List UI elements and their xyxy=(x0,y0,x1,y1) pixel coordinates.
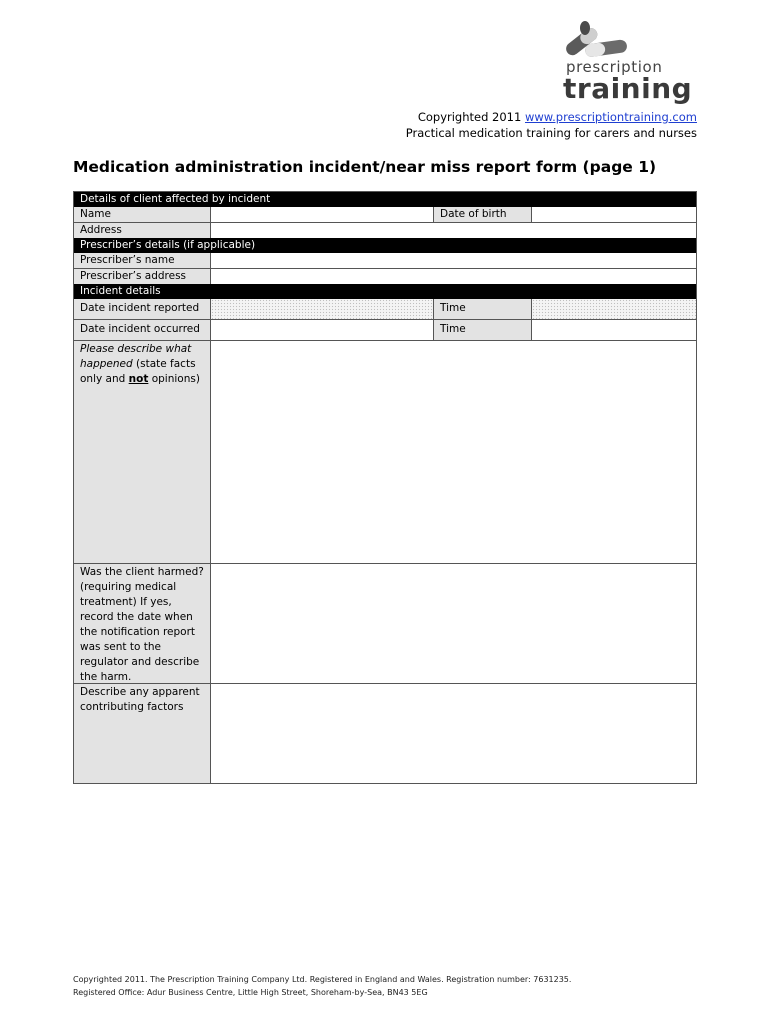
section-header-prescriber: Prescriber’s details (if applicable) xyxy=(74,238,696,253)
description-label-italic: Please describe what happened xyxy=(80,343,192,370)
description-label xyxy=(74,341,211,563)
time-label-reported: Time xyxy=(434,299,532,319)
date-occurred-field[interactable] xyxy=(211,320,434,340)
row-date-occurred xyxy=(74,320,696,341)
section-header-incident: Incident details xyxy=(74,284,696,299)
row-harm xyxy=(74,564,696,684)
prescriber-name-field[interactable] xyxy=(211,253,696,268)
description-label-not: not xyxy=(128,373,149,385)
prescriber-name-label: Prescriber’s name xyxy=(74,253,211,268)
row-name xyxy=(74,207,696,223)
factors-label: Describe any apparent contributing factors xyxy=(74,684,211,783)
description-label-text: (state facts only and xyxy=(80,358,196,385)
row-prescriber-address xyxy=(74,269,696,284)
row-description xyxy=(74,341,696,564)
header-copyright xyxy=(406,109,697,141)
harm-field[interactable] xyxy=(211,564,696,683)
address-field[interactable] xyxy=(211,223,696,238)
description-label-end: opinions) xyxy=(148,373,200,385)
dob-label: Date of birth xyxy=(434,207,532,222)
incident-form xyxy=(73,191,697,784)
row-address xyxy=(74,223,696,238)
description-field[interactable] xyxy=(211,341,696,563)
row-date-reported xyxy=(74,299,696,320)
logo-text-prescription: prescription xyxy=(566,58,663,76)
time-label-occurred: Time xyxy=(434,320,532,340)
time-reported-field[interactable] xyxy=(532,299,696,319)
row-prescriber-name xyxy=(74,253,696,269)
pill-capsules-icon xyxy=(560,18,700,63)
footer-line-2: Registered Office: Adur Business Centre, Little High Street, Shoreham-by-Sea, BN43 5EG xyxy=(73,988,428,997)
factors-field[interactable] xyxy=(211,684,696,783)
date-occurred-label: Date incident occurred xyxy=(74,320,211,340)
date-reported-label: Date incident reported xyxy=(74,299,211,319)
dob-field[interactable] xyxy=(532,207,696,222)
prescriber-address-field[interactable] xyxy=(211,269,696,284)
footer xyxy=(73,973,571,999)
section-header-client: Details of client affected by incident xyxy=(74,192,696,207)
harm-label: Was the client harmed? (requiring medical treatment) If yes, record the date when the notification report was sent to the regulator and describe the harm. xyxy=(74,564,211,683)
row-contributing-factors xyxy=(74,684,696,783)
name-field[interactable] xyxy=(211,207,434,222)
tagline: Practical medication training for carers and nurses xyxy=(405,126,697,140)
address-label: Address xyxy=(74,223,211,238)
footer-line-1: Copyrighted 2011. The Prescription Training Company Ltd. Registered in England and Wales. Registration number: 7631235. xyxy=(73,975,572,984)
copyright-text: Copyrighted 2011 xyxy=(417,110,525,124)
logo-text-training: training xyxy=(563,72,693,105)
name-label: Name xyxy=(74,207,211,222)
page-title: Medication administration incident/near miss report form (page 1) xyxy=(73,158,657,176)
website-link[interactable]: www.prescriptiontraining.com xyxy=(524,110,697,124)
date-reported-field[interactable] xyxy=(211,299,434,319)
time-occurred-field[interactable] xyxy=(532,320,696,340)
prescriber-address-label: Prescriber’s address xyxy=(74,269,211,284)
